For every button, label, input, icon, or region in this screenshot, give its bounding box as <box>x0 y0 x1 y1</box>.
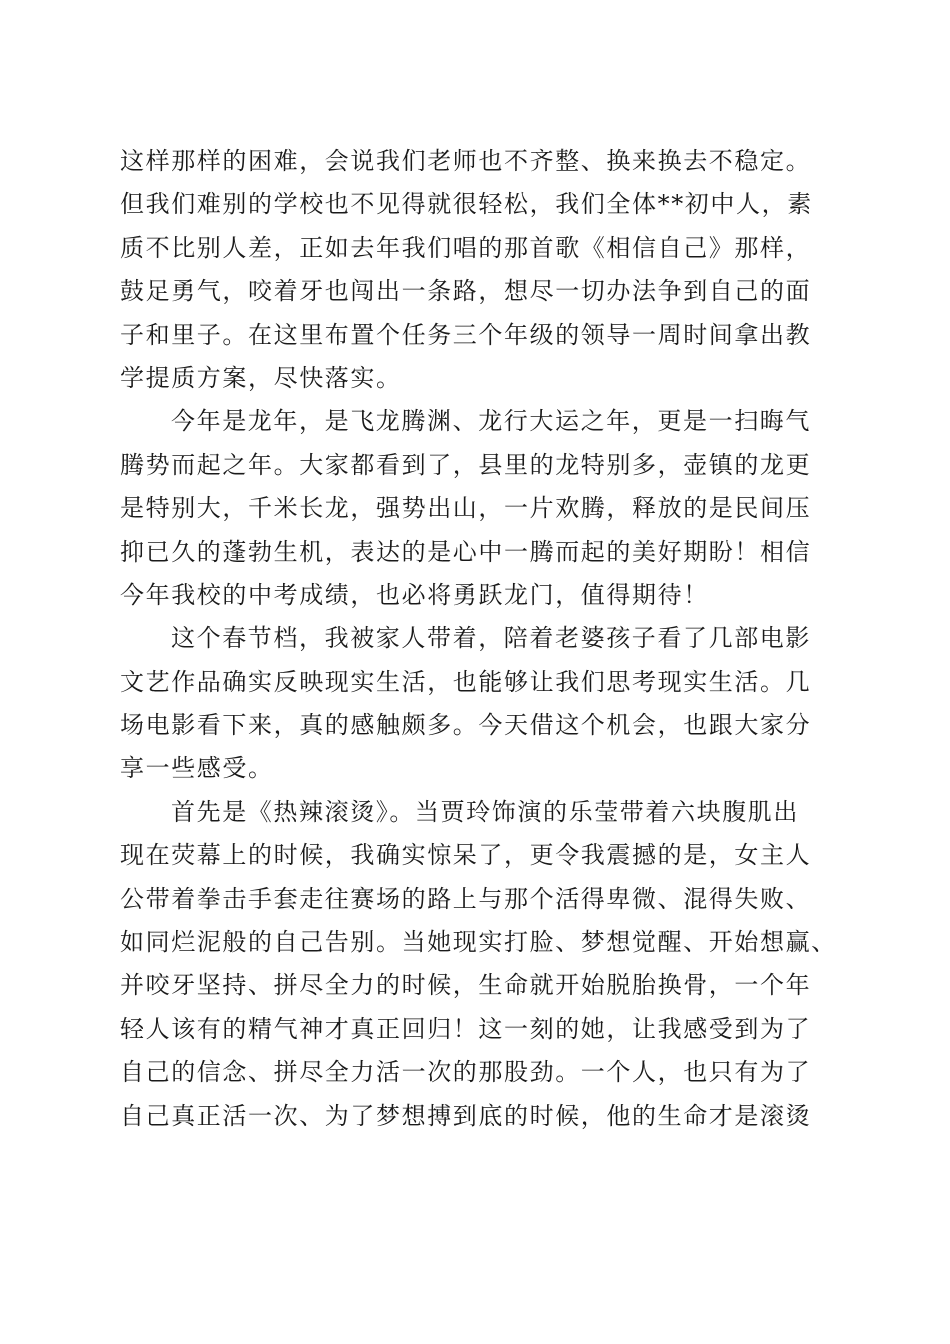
text-line: 这个春节档，我被家人带着，陪着老婆孩子看了几部电影 <box>171 624 811 653</box>
paragraph-4 <box>120 791 837 1138</box>
document-body <box>120 140 837 1138</box>
text-line: 今年我校的中考成绩，也必将勇跃龙门，值得期待！ <box>120 580 709 609</box>
paragraph-3 <box>120 617 832 791</box>
text-line: 公带着拳击手套走往赛场的路上与那个活得卑微、混得失败、 <box>120 884 812 913</box>
text-line: 如同烂泥般的自己告别。当她现实打脸、梦想觉醒、开始想赢、 <box>120 928 837 957</box>
text-line: 腾势而起之年。大家都看到了，县里的龙特别多，壶镇的龙更 <box>120 450 812 479</box>
text-line: 鼓足勇气，咬着牙也闯出一条路，想尽一切办法争到自己的面 <box>120 277 812 306</box>
text-line: 学提质方案，尽快落实。 <box>120 363 402 392</box>
text-line: 这样那样的困难，会说我们老师也不齐整、换来换去不稳定。 <box>120 147 812 175</box>
text-line: 享一些感受。 <box>120 754 274 783</box>
text-line: 自己真正活一次、为了梦想搏到底的时候，他的生命才是滚烫 <box>120 1101 812 1130</box>
text-line: 抑已久的蓬勃生机，表达的是心中一腾而起的美好期盼！相信 <box>120 537 812 566</box>
paragraph-1 <box>120 140 832 400</box>
text-line: 现在荧幕上的时候，我确实惊呆了，更令我震撼的是，女主人 <box>120 841 812 870</box>
text-line: 今年是龙年，是飞龙腾渊、龙行大运之年，更是一扫晦气 <box>171 407 811 436</box>
text-line: 轻人该有的精气神才真正回归！这一刻的她，让我感受到为了 <box>120 1014 812 1043</box>
text-line: 并咬牙坚持、拼尽全力的时候，生命就开始脱胎换骨，一个年 <box>120 971 812 1000</box>
text-line: 子和里子。在这里布置个任务三个年级的领导一周时间拿出教 <box>120 320 812 349</box>
text-line: 自己的信念、拼尽全力活一次的那股劲。一个人，也只有为了 <box>120 1058 812 1087</box>
text-line: 质不比别人差，正如去年我们唱的那首歌《相信自己》那样， <box>120 233 812 262</box>
text-line: 场电影看下来，真的感触颇多。今天借这个机会，也跟大家分 <box>120 711 812 740</box>
text-line: 文艺作品确实反映现实生活，也能够让我们思考现实生活。几 <box>120 667 812 696</box>
text-line: 是特别大，千米长龙，强势出山，一片欢腾，释放的是民间压 <box>120 494 812 523</box>
text-line: 首先是《热辣滚烫》。当贾玲饰演的乐莹带着六块腹肌出 <box>171 797 799 826</box>
paragraph-2 <box>120 400 832 617</box>
text-line: 但我们难别的学校也不见得就很轻松，我们全体**初中人，素 <box>120 190 813 219</box>
